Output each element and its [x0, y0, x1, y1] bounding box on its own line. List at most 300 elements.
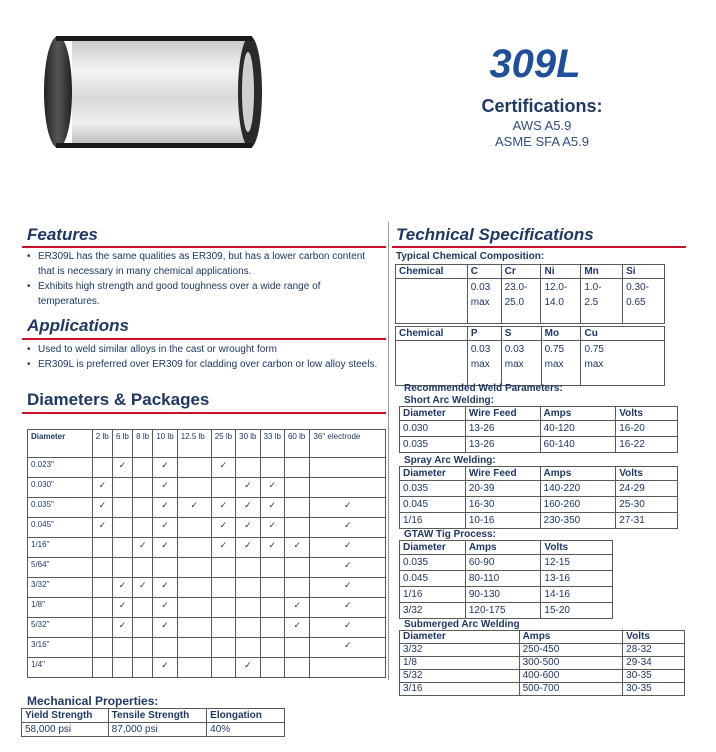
check-cell — [310, 498, 386, 518]
check-cell — [153, 658, 177, 678]
elongation-value: 40% — [207, 723, 285, 737]
diameter-cell: 5/32" — [28, 618, 93, 638]
diameter-cell: 0.035" — [28, 498, 93, 518]
table-cell: 20-39 — [465, 481, 540, 497]
empty-cell — [177, 618, 211, 638]
checkmark-icon: ✓ — [343, 560, 352, 570]
column-divider — [388, 222, 389, 680]
table-cell: 1/8 — [400, 657, 520, 670]
check-cell — [153, 578, 177, 598]
checkmark-icon: ✓ — [268, 480, 277, 490]
table-cell: 3/32 — [400, 603, 466, 619]
empty-cell — [133, 618, 153, 638]
header-tensile: Tensile Strength — [108, 709, 207, 723]
header-package: 6 lb — [112, 430, 132, 458]
diameter-cell: 0.023" — [28, 458, 93, 478]
composition-value: 23.0- — [504, 282, 528, 293]
checkmark-icon: ✓ — [118, 460, 127, 470]
checkmark-icon: ✓ — [118, 600, 127, 610]
check-cell — [260, 518, 284, 538]
header-diameter: Diameter — [28, 430, 93, 458]
table-cell: 80-110 — [465, 571, 541, 587]
header-package: 33 lb — [260, 430, 284, 458]
table-cell: 29-34 — [623, 657, 685, 670]
wire-spool-image — [36, 30, 262, 158]
check-cell — [92, 478, 112, 498]
empty-cell — [236, 618, 260, 638]
table-row — [400, 670, 685, 683]
empty-cell — [310, 478, 386, 498]
table-row — [400, 603, 613, 619]
empty-cell — [133, 478, 153, 498]
empty-cell — [284, 458, 309, 478]
empty-cell — [92, 598, 112, 618]
checkmark-icon: ✓ — [343, 600, 352, 610]
header-cell: Volts — [616, 407, 678, 421]
empty-cell — [236, 558, 260, 578]
table-row — [400, 683, 685, 696]
features-rule — [22, 246, 386, 248]
table-row — [400, 437, 678, 453]
header-cell: Amps — [540, 407, 616, 421]
empty-cell — [260, 618, 284, 638]
empty-cell — [211, 578, 235, 598]
check-cell — [153, 598, 177, 618]
composition-table-1 — [395, 264, 665, 324]
checkmark-icon: ✓ — [343, 640, 352, 650]
table-row — [396, 279, 665, 324]
table-cell: 500-700 — [519, 683, 623, 696]
checkmark-icon: ✓ — [98, 500, 107, 510]
checkmark-icon: ✓ — [293, 620, 301, 630]
applications-heading: Applications — [27, 316, 130, 335]
empty-cell — [396, 279, 468, 324]
diameters-packages-table — [27, 429, 386, 678]
check-cell — [133, 578, 153, 598]
table-cell: 24-29 — [616, 481, 678, 497]
empty-cell — [112, 538, 132, 558]
checkmark-icon: ✓ — [161, 660, 169, 670]
tensile-value: 87,000 psi — [108, 723, 207, 737]
check-cell — [310, 618, 386, 638]
check-cell — [236, 498, 260, 518]
checkmark-icon: ✓ — [118, 580, 127, 590]
table-row — [400, 481, 678, 497]
diameter-cell: 1/4" — [28, 658, 93, 678]
empty-cell — [260, 578, 284, 598]
header-cell: Wire Feed — [465, 467, 540, 481]
table-cell: 14-16 — [541, 587, 613, 603]
empty-cell — [177, 578, 211, 598]
checkmark-icon: ✓ — [98, 520, 107, 530]
empty-cell — [310, 658, 386, 678]
composition-value: max — [470, 359, 490, 370]
check-cell — [112, 458, 132, 478]
table-cell: 90-130 — [465, 587, 541, 603]
empty-cell — [236, 598, 260, 618]
check-cell — [92, 518, 112, 538]
table-row — [28, 598, 386, 618]
check-cell — [260, 538, 284, 558]
table-cell: 400-600 — [519, 670, 623, 683]
checkmark-icon: ✓ — [244, 660, 252, 670]
empty-cell — [211, 618, 235, 638]
empty-cell — [211, 598, 235, 618]
empty-cell — [260, 458, 284, 478]
list-item: • Exhibits high strength and good toughness over a wide range of temperatures. — [24, 279, 378, 309]
empty-cell — [92, 558, 112, 578]
empty-cell — [177, 638, 211, 658]
short-arc-title: Short Arc Welding: — [404, 395, 494, 406]
table-row — [396, 341, 665, 386]
header-element: C — [467, 265, 501, 279]
product-title: 309L — [489, 42, 581, 86]
check-cell — [310, 578, 386, 598]
composition-value: 1.0- — [584, 282, 602, 293]
composition-value: max — [504, 359, 524, 370]
empty-cell — [284, 478, 309, 498]
empty-cell — [92, 638, 112, 658]
empty-cell — [177, 538, 211, 558]
table-cell: 27-31 — [616, 513, 678, 529]
composition-table-2 — [395, 326, 665, 386]
table-header-row — [400, 407, 678, 421]
checkmark-icon: ✓ — [138, 580, 147, 590]
checkmark-icon: ✓ — [161, 600, 169, 610]
empty-cell — [133, 558, 153, 578]
empty-cell — [177, 598, 211, 618]
empty-cell — [177, 658, 211, 678]
header-cell: Diameter — [400, 541, 466, 555]
table-cell: 28-32 — [623, 644, 685, 657]
header-element: Cu — [581, 327, 665, 341]
table-cell: 0.035 — [400, 437, 466, 453]
checkmark-icon: ✓ — [268, 500, 277, 510]
check-cell — [236, 658, 260, 678]
empty-cell — [112, 658, 132, 678]
header-cell: Volts — [541, 541, 613, 555]
checkmark-icon: ✓ — [244, 520, 252, 530]
features-heading: Features — [27, 225, 98, 244]
mechanical-table — [21, 708, 285, 737]
check-cell — [310, 518, 386, 538]
table-row — [28, 658, 386, 678]
empty-cell — [310, 458, 386, 478]
certification-aws: AWS A5.9 — [512, 118, 572, 133]
table-cell: 3/16 — [400, 683, 520, 696]
table-row — [28, 638, 386, 658]
spray-arc-table — [399, 466, 678, 529]
header-package: 36" electrode — [310, 430, 386, 458]
empty-cell — [92, 458, 112, 478]
composition-cell — [541, 279, 581, 324]
diameter-cell: 3/32" — [28, 578, 93, 598]
empty-cell — [153, 558, 177, 578]
checkmark-icon: ✓ — [219, 460, 228, 470]
table-row — [400, 587, 613, 603]
checkmark-icon: ✓ — [118, 620, 127, 630]
checkmark-icon: ✓ — [161, 500, 169, 510]
table-row — [22, 723, 285, 737]
table-row — [28, 518, 386, 538]
check-cell — [284, 618, 309, 638]
empty-cell — [284, 498, 309, 518]
composition-value: max — [544, 359, 564, 370]
empty-cell — [236, 458, 260, 478]
tech-rule — [392, 246, 686, 248]
composition-cell — [467, 341, 501, 386]
diameter-cell: 0.045" — [28, 518, 93, 538]
table-cell: 13-26 — [465, 437, 540, 453]
table-header-row — [28, 430, 386, 458]
table-header-row — [22, 709, 285, 723]
header-element: P — [467, 327, 501, 341]
mechanical-heading: Mechanical Properties: — [27, 694, 159, 708]
list-item: • ER309L has the same qualities as ER309, but has a lower carbon content that is necessary in many chemical applications. — [24, 249, 378, 279]
diameter-cell: 1/8" — [28, 598, 93, 618]
table-cell: 40-120 — [540, 421, 616, 437]
header-chemical: Chemical — [396, 327, 468, 341]
certification-asme: ASME SFA A5.9 — [495, 134, 589, 149]
table-cell: 230-350 — [540, 513, 616, 529]
header-package: 2 lb — [92, 430, 112, 458]
composition-value: 0.03 — [470, 282, 491, 293]
table-row — [400, 657, 685, 670]
empty-cell — [112, 558, 132, 578]
composition-cell — [581, 279, 623, 324]
table-cell: 15-20 — [541, 603, 613, 619]
table-cell: 250-450 — [519, 644, 623, 657]
diameters-rule — [22, 412, 386, 414]
table-row — [400, 513, 678, 529]
empty-cell — [92, 658, 112, 678]
check-cell — [153, 498, 177, 518]
empty-cell — [211, 478, 235, 498]
table-row — [28, 578, 386, 598]
composition-value: 0.75 — [584, 344, 604, 355]
table-header-row — [396, 327, 665, 341]
checkmark-icon: ✓ — [244, 540, 252, 550]
table-row — [400, 571, 613, 587]
header-cell: Volts — [623, 631, 685, 644]
checkmark-icon: ✓ — [343, 620, 352, 630]
checkmark-icon: ✓ — [219, 500, 228, 510]
check-cell — [112, 598, 132, 618]
table-header-row — [396, 265, 665, 279]
check-cell — [236, 478, 260, 498]
composition-cell — [501, 279, 541, 324]
checkmark-icon: ✓ — [161, 620, 169, 630]
gtaw-table — [399, 540, 613, 619]
header-package: 30 lb — [236, 430, 260, 458]
table-header-row — [400, 541, 613, 555]
list-item: • Used to weld similar alloys in the cast or wrought form — [24, 342, 378, 357]
empty-cell — [260, 598, 284, 618]
header-element: S — [501, 327, 541, 341]
check-cell — [310, 598, 386, 618]
checkmark-icon: ✓ — [343, 540, 352, 550]
checkmark-icon: ✓ — [138, 540, 147, 550]
table-cell: 0.030 — [400, 421, 466, 437]
table-header-row — [400, 467, 678, 481]
checkmark-icon: ✓ — [161, 540, 169, 550]
table-row — [400, 497, 678, 513]
composition-value: 0.30- — [626, 282, 649, 293]
header-elongation: Elongation — [207, 709, 285, 723]
table-cell: 140-220 — [540, 481, 616, 497]
header-cell: Wire Feed — [465, 407, 540, 421]
empty-cell — [133, 498, 153, 518]
table-cell: 0.045 — [400, 571, 466, 587]
table-cell: 16-30 — [465, 497, 540, 513]
empty-cell — [133, 598, 153, 618]
empty-cell — [236, 578, 260, 598]
submerged-arc-table — [399, 630, 685, 696]
table-cell: 30-35 — [623, 670, 685, 683]
composition-value: 14.0 — [544, 297, 564, 308]
empty-cell — [396, 341, 468, 386]
empty-cell — [284, 638, 309, 658]
checkmark-icon: ✓ — [293, 600, 301, 610]
header-package: 12.5 lb — [177, 430, 211, 458]
check-cell — [177, 498, 211, 518]
table-cell: 0.045 — [400, 497, 466, 513]
empty-cell — [133, 518, 153, 538]
composition-cell — [541, 341, 581, 386]
submerged-title: Submerged Arc Welding — [404, 619, 520, 630]
table-row — [28, 558, 386, 578]
table-cell: 3/32 — [400, 644, 520, 657]
check-cell — [284, 538, 309, 558]
features-list — [24, 249, 378, 309]
header-cell: Volts — [616, 467, 678, 481]
table-cell: 1/16 — [400, 587, 466, 603]
check-cell — [310, 538, 386, 558]
header-element: Mn — [581, 265, 623, 279]
header-cell: Amps — [465, 541, 541, 555]
spray-arc-title: Spray Arc Welding: — [404, 455, 496, 466]
check-cell — [260, 478, 284, 498]
header-cell: Amps — [519, 631, 623, 644]
check-cell — [133, 538, 153, 558]
table-cell: 160-260 — [540, 497, 616, 513]
composition-cell — [623, 279, 665, 324]
check-cell — [153, 618, 177, 638]
empty-cell — [133, 638, 153, 658]
certifications-title: Certifications: — [481, 96, 603, 116]
header-package: 60 lb — [284, 430, 309, 458]
check-cell — [284, 598, 309, 618]
composition-value: 12.0- — [544, 282, 568, 293]
table-cell: 0.035 — [400, 481, 466, 497]
header-cell: Diameter — [400, 631, 520, 644]
empty-cell — [211, 558, 235, 578]
table-row — [28, 538, 386, 558]
table-cell: 60-90 — [465, 555, 541, 571]
applications-list — [24, 342, 378, 372]
empty-cell — [260, 638, 284, 658]
composition-value: 25.0 — [504, 297, 525, 308]
checkmark-icon: ✓ — [343, 520, 352, 530]
checkmark-icon: ✓ — [219, 540, 228, 550]
empty-cell — [112, 638, 132, 658]
header-cell: Diameter — [400, 407, 466, 421]
checkmark-icon: ✓ — [293, 540, 301, 550]
table-header-row — [400, 631, 685, 644]
check-cell — [260, 498, 284, 518]
header-chemical: Chemical — [396, 265, 468, 279]
composition-cell — [467, 279, 501, 324]
check-cell — [211, 538, 235, 558]
diameter-cell: 0.030" — [28, 478, 93, 498]
checkmark-icon: ✓ — [343, 580, 352, 590]
header-package: 25 lb — [211, 430, 235, 458]
table-cell: 16-22 — [616, 437, 678, 453]
checkmark-icon: ✓ — [219, 520, 228, 530]
composition-value: 0.03 — [504, 344, 525, 355]
empty-cell — [236, 638, 260, 658]
table-cell: 16-20 — [616, 421, 678, 437]
table-cell: 120-175 — [465, 603, 541, 619]
check-cell — [153, 518, 177, 538]
table-cell: 0.035 — [400, 555, 466, 571]
composition-value: 2.5 — [584, 297, 599, 308]
checkmark-icon: ✓ — [161, 460, 169, 470]
check-cell — [112, 578, 132, 598]
table-row — [400, 644, 685, 657]
checkmark-icon: ✓ — [98, 480, 107, 490]
list-item: • ER309L is preferred over ER309 for cladding over carbon or low alloy steels. — [24, 357, 378, 372]
empty-cell — [211, 638, 235, 658]
empty-cell — [92, 538, 112, 558]
check-cell — [236, 538, 260, 558]
header-package: 10 lb — [153, 430, 177, 458]
header-element: Mo — [541, 327, 581, 341]
check-cell — [153, 458, 177, 478]
diameter-cell: 3/16" — [28, 638, 93, 658]
check-cell — [112, 618, 132, 638]
composition-value: 0.75 — [544, 344, 565, 355]
weld-params-title: Recommended Weld Parameters: — [404, 383, 563, 394]
check-cell — [92, 498, 112, 518]
table-cell: 30-35 — [623, 683, 685, 696]
table-row — [28, 618, 386, 638]
table-cell: 12-15 — [541, 555, 613, 571]
header-cell: Amps — [540, 467, 616, 481]
composition-title: Typical Chemical Composition: — [396, 251, 545, 262]
table-cell: 25-30 — [616, 497, 678, 513]
check-cell — [211, 458, 235, 478]
empty-cell — [112, 478, 132, 498]
check-cell — [153, 538, 177, 558]
header-element: Ni — [541, 265, 581, 279]
empty-cell — [284, 658, 309, 678]
yield-value: 58,000 psi — [22, 723, 109, 737]
empty-cell — [284, 518, 309, 538]
checkmark-icon: ✓ — [161, 480, 169, 490]
table-cell: 10-16 — [465, 513, 540, 529]
composition-value: max — [584, 359, 604, 370]
composition-cell — [581, 341, 665, 386]
empty-cell — [177, 518, 211, 538]
short-arc-table — [399, 406, 678, 453]
empty-cell — [133, 458, 153, 478]
table-cell: 13-26 — [465, 421, 540, 437]
empty-cell — [112, 518, 132, 538]
header-package: 8 lb — [133, 430, 153, 458]
diameter-cell: 5/64" — [28, 558, 93, 578]
header-cell: Diameter — [400, 467, 466, 481]
